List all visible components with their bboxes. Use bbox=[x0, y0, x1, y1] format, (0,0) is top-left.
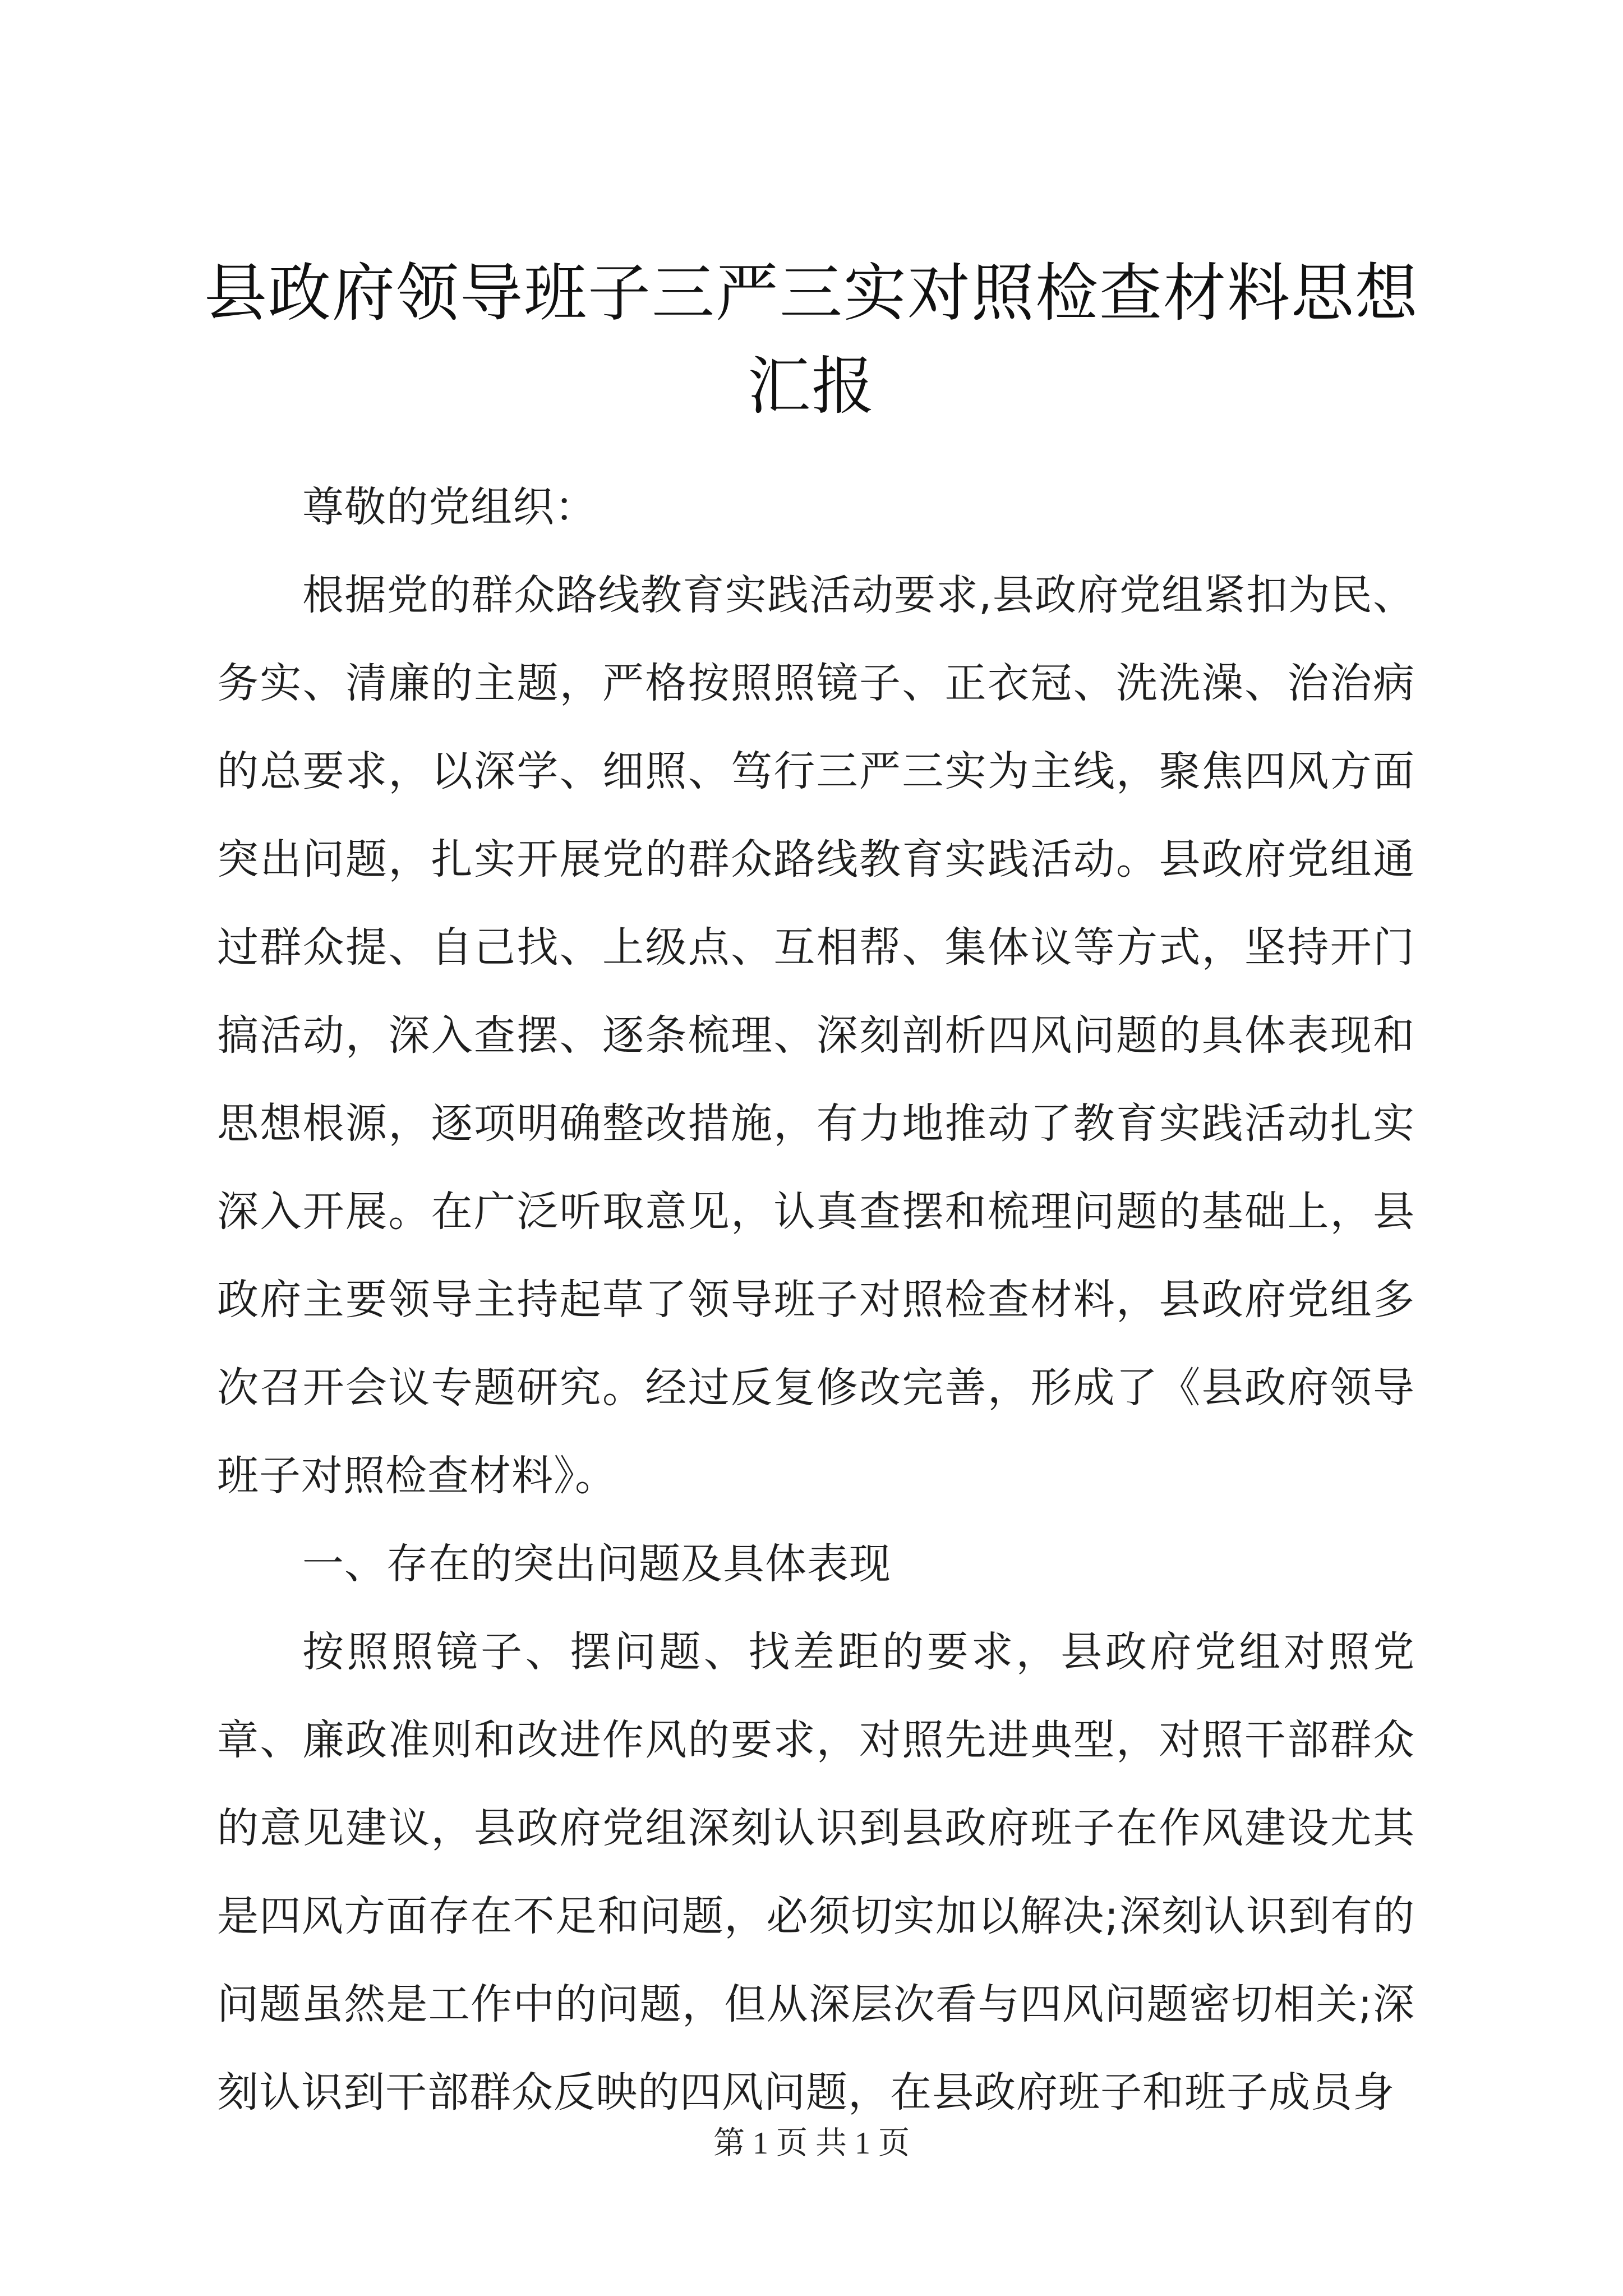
paragraph: 根据党的群众路线教育实践活动要求,县政府党组紧扣为民、务实、清廉的主题，严格按照照镜子、正衣冠、洗洗澡、治治病的总要求，以深学、细照、笃行三严三实为主线，聚焦四风方面突出问题，扎实开展党的群众路线教育实践活动。县政府党组通过群众提、自己找、上级点、互相帮、集体议等方式，坚持开门搞活动，深入查摆、逐条梳理、深刻剖析四风问题的具体表现和思想根源，逐项明确整改措施，有力地推动了教育实践活动扎实深入开展。在广泛听取意见，认真查摆和梳理问题的基础上，县政府主要领导主持起草了领导班子对照检查材料，县政府党组多次召开会议专题研究。经过反复修改完善，形成了《县政府领导班子对照检查材料》。 bbox=[217, 571, 1415, 1500]
salutation: 尊敬的党组织： bbox=[302, 483, 597, 531]
section-heading: 一、存在的突出问题及具体表现 bbox=[302, 1540, 891, 1588]
paragraph: 按照照镜子、摆问题、找差距的要求，县政府党组对照党章、廉政准则和改进作风的要求，对照先进典型，对照干部群众的意见建议，县政府党组深刻认识到县政府班子在作风建设尤其是四风方面存在不足和问题，必须切实加以解决;深刻认识到有的问题虽然是工作中的问题，但从深层次看与四风问题密切相关;深刻认识到干部群众反映的四风问题，在县政府班子和班子成员身 bbox=[217, 1628, 1415, 2116]
document-body bbox=[217, 463, 1415, 2137]
document-title: 县政府领导班子三严三实对照检查材料思想汇报 bbox=[204, 257, 1419, 423]
page-footer: 第 1 页 共 1 页 bbox=[713, 2126, 910, 2161]
